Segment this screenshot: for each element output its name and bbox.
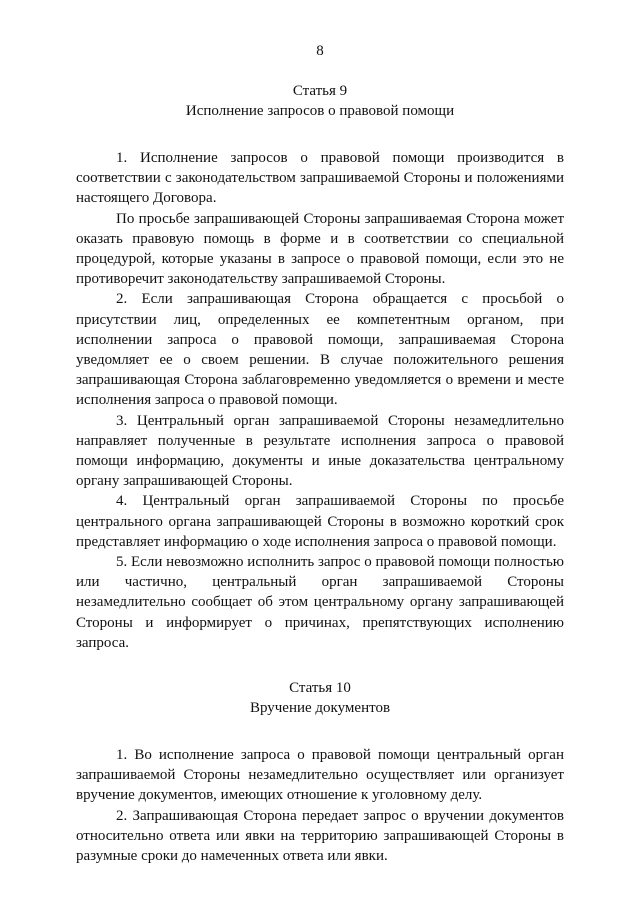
- article-subtitle: Вручение документов: [249, 700, 391, 717]
- paragraph: 4. Центральный орган запрашиваемой Стороны по просьбе центрального органа запрашивающей Стороны в возможно короткий срок представляет информацию о ходе исполнения запроса о правовой помощи.: [76, 493, 564, 550]
- article-10: [76, 678, 564, 866]
- article-body: [76, 745, 564, 866]
- paragraph: 2. Если запрашивающая Сторона обращается с просьбой о присутствии лиц, определенных ее компетентным органом, при исполнении запроса о правовой помощи, запрашиваемая Сторона уведомляет ее о своем решении. В случае положительного решения запрашивающая Сторона заблаговременно уведомляется о времени и месте исполнения запроса о правовой помощи.: [76, 291, 564, 409]
- article-9: [76, 81, 564, 653]
- article-body: [76, 148, 564, 653]
- paragraph: 5. Если невозможно исполнить запрос о правовой помощи полностью или частично, центральный орган запрашиваемой Стороны незамедлительно сообщает об этом центральному органу запрашивающей Стороны и информирует о причинах, препятствующих исполнению запроса.: [76, 554, 564, 651]
- article-title: Статья 9: [292, 83, 348, 99]
- paragraph: 2. Запрашивающая Сторона передает запрос о вручении документов относительно ответа или явки на территорию запрашивающей Стороны в разумные сроки до намеченных ответа или явки.: [76, 807, 564, 865]
- paragraph: 1. Исполнение запросов о правовой помощи производится в соответствии с законодательством запрашиваемой Стороны и положениями настоящего Договора.: [76, 150, 564, 207]
- article-title: Статья 10: [289, 680, 351, 697]
- paragraph: По просьбе запрашивающей Стороны запрашиваемая Сторона может оказать правовую помощь в форме и в соответствии со специальной процедурой, которые указаны в запросе о правовой помощи, если это не противоречит законодательству запрашиваемой Стороны.: [76, 210, 564, 288]
- paragraph: 3. Центральный орган запрашиваемой Стороны незамедлительно направляет полученные в результате исполнения запроса о правовой помощи информацию, документы и иные доказательства центральному органу запрашивающей Стороны.: [76, 412, 564, 490]
- article-subtitle: Исполнение запросов о правовой помощи: [185, 103, 455, 119]
- paragraph: 1. Во исполнение запроса о правовой помощи центральный орган запрашиваемой Стороны незамедлительно осуществляет или организует вручение документов, имеющих отношение к уголовному делу.: [76, 747, 564, 804]
- page-number: 8: [316, 43, 324, 59]
